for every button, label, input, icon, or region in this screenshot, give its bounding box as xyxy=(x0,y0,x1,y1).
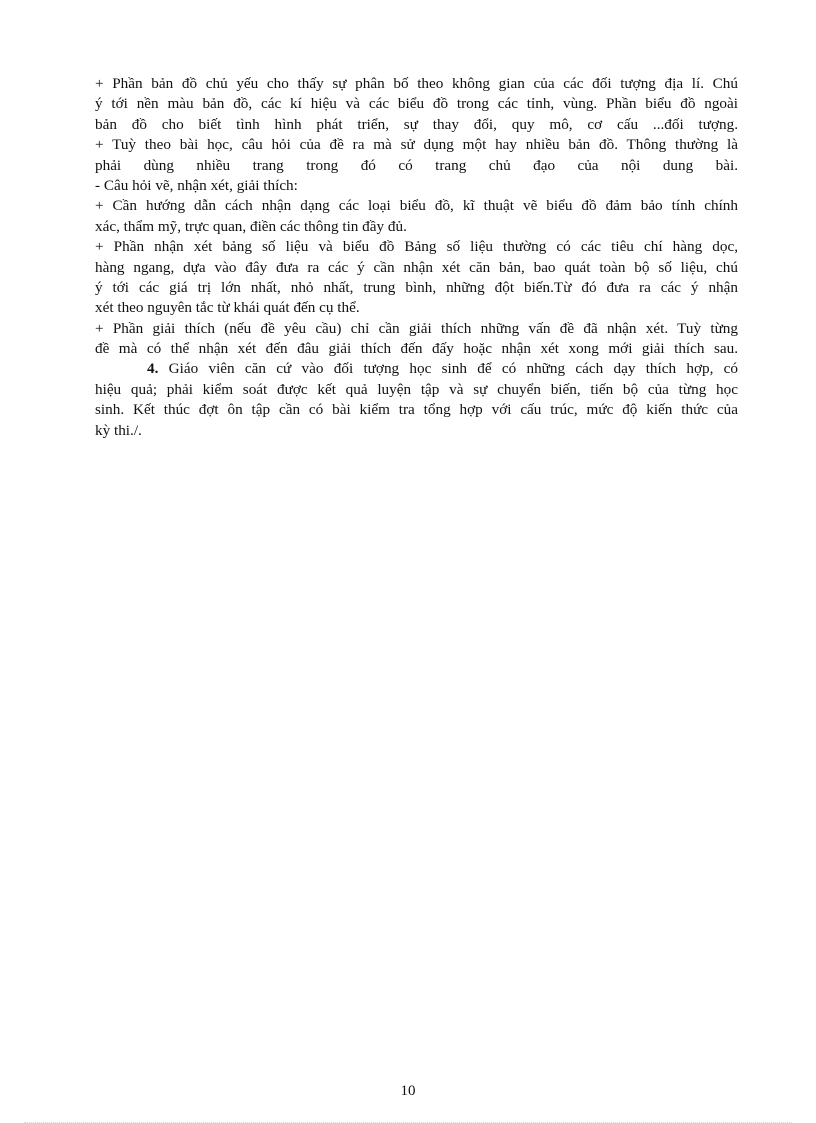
text-line: bản đồ cho biết tình hình phát triển, sự thay đổi, quy mô, cơ cấu ...đối tượng. xyxy=(95,115,738,133)
text-line: xác, thẩm mỹ, trực quan, điền các thông tin đầy đủ. xyxy=(95,217,407,235)
text-line: ý tới nền màu bản đồ, các kí hiệu và các biểu đồ trong các tỉnh, vùng. Phần biểu đồ ngoài xyxy=(95,95,738,113)
text-line: ý tới các giá trị lớn nhất, nhỏ nhất, trung bình, những đột biến.Từ đó đưa ra các ý nhận xyxy=(95,278,738,296)
page-number: 10 xyxy=(400,1083,416,1099)
text-line: + Phần nhận xét bảng số liệu và biểu đồ Bảng số liệu thường có các tiêu chí hàng dọc, xyxy=(95,238,738,256)
text-line: - Câu hỏi vẽ, nhận xét, giải thích: xyxy=(95,176,298,194)
item-4-text: Giáo viên căn cứ vào đối tượng học sinh để có những cách dạy thích hợp, có xyxy=(158,360,738,378)
item-4-line: hiệu quả; phải kiểm soát được kết quả luyện tập và sự chuyển biến, tiến bộ của từng học xyxy=(95,380,738,398)
item-4-line xyxy=(95,359,738,379)
item-4-number: 4. xyxy=(147,360,159,378)
text-line: + Tuỳ theo bài học, câu hỏi của đề ra mà sử dụng một hay nhiều bản đồ. Thông thường là xyxy=(95,136,738,154)
text-line: + Phần bản đồ chủ yếu cho thấy sự phân bố theo không gian của các đối tượng địa lí. Chú xyxy=(95,75,738,92)
text-line: + Cần hướng dẫn cách nhận dạng các loại biểu đồ, kĩ thuật vẽ biểu đồ đảm bảo tính chính xyxy=(95,197,738,215)
text-line: xét theo nguyên tắc từ khái quát đến cụ thể. xyxy=(95,299,360,317)
item-4-line: sinh. Kết thúc đợt ôn tập cần có bài kiểm tra tổng hợp với cấu trúc, mức độ kiến thức của xyxy=(95,401,738,419)
document-body xyxy=(95,74,738,441)
text-line: phải dùng nhiều trang trong đó có trang chủ đạo của nội dung bài. xyxy=(95,156,738,174)
text-line: hàng ngang, dựa vào đây đưa ra các ý cần nhận xét căn bản, bao quát toàn bộ số liệu, chú xyxy=(95,258,738,276)
item-4-line: kỳ thi./. xyxy=(95,421,142,439)
text-line: đề mà có thể nhận xét đến đâu giải thích đến đấy hoặc nhận xét xong mới giải thích sau. xyxy=(95,340,738,358)
text-line: + Phần giải thích (nếu đề yêu cầu) chỉ cần giải thích những vấn đề đã nhận xét. Tuỳ từng xyxy=(95,319,738,337)
